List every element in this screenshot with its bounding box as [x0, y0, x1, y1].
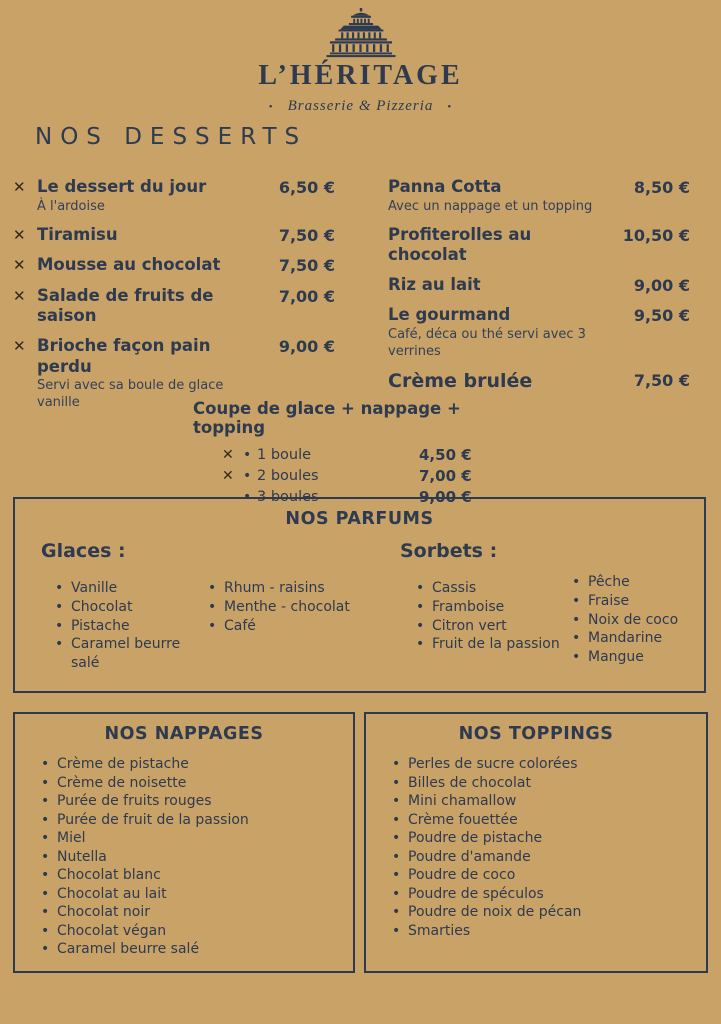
dessert-item	[388, 177, 690, 216]
dessert-item	[13, 177, 335, 216]
bullet-icon: •	[41, 793, 50, 809]
item-price: 7,50 €	[278, 256, 335, 276]
coupe-label: 3 boules	[257, 488, 319, 505]
bullet-icon: •	[572, 630, 581, 647]
flavor-item: • Vanille	[55, 580, 118, 596]
dessert-item	[388, 275, 690, 297]
crossed-cutlery-icon: ✕	[13, 225, 26, 244]
flavor-item: • Cassis	[416, 580, 477, 596]
item-description: Servi avec sa boule de glace vanille	[37, 378, 224, 411]
bullet-icon: •	[416, 580, 425, 596]
bullet-icon: •	[208, 580, 217, 596]
item-description: Café, déca ou thé servi avec 3 verrines	[388, 326, 586, 359]
flavor-item: • Pêche	[572, 574, 630, 590]
brand-name: L’HÉRITAGE	[258, 60, 463, 91]
flavor-item: • Pistache	[55, 617, 130, 634]
list-item: • Mini chamallow	[392, 793, 517, 809]
brand-tagline-text: Brasserie & Pizzeria	[287, 98, 434, 114]
list-item: • Miel	[41, 830, 86, 846]
flavor-item: • Rhum - raisins	[208, 580, 325, 596]
nappages-box	[13, 712, 355, 973]
flavor-item: • Mangue	[572, 649, 644, 666]
bullet-icon: •	[392, 885, 401, 902]
item-price: 9,50 €	[633, 306, 690, 326]
desserts-right-column	[388, 177, 690, 403]
flavor-item: • Fruit de la passion	[416, 636, 560, 653]
coupe-label: 2 boules	[257, 467, 319, 484]
bullet-icon: •	[41, 885, 50, 902]
pavilion-building-icon	[309, 8, 413, 58]
coupe-price: 7,00 €	[419, 466, 472, 485]
list-item: • Chocolat blanc	[41, 867, 161, 883]
list-item: • Poudre d'amande	[392, 848, 531, 865]
bullet-icon: •	[392, 848, 401, 865]
flavor-item: • Mandarine	[572, 630, 663, 647]
item-name: Brioche façon pain perdu	[37, 335, 211, 376]
list-item: • Poudre de noix de pécan	[392, 904, 582, 920]
bullet-icon: •	[41, 941, 50, 957]
list-item: • Poudre de pistache	[392, 830, 543, 846]
list-item: • Chocolat végan	[41, 922, 167, 939]
item-name: Profiterolles au chocolat	[388, 224, 532, 265]
list-item: • Caramel beurre salé	[41, 941, 200, 957]
bullet-icon: •	[243, 446, 252, 463]
sorbets-heading: Sorbets :	[400, 540, 498, 562]
nappages-title: NOS NAPPAGES	[104, 724, 264, 744]
bullet-icon: •	[55, 617, 64, 634]
flavor-item: • Framboise	[416, 598, 505, 615]
nappages-list	[15, 755, 353, 959]
item-description: À l'ardoise	[37, 198, 105, 214]
glaces-list-col2	[208, 579, 368, 635]
coupe-price: 9,00 €	[419, 487, 472, 506]
list-item: • Purée de fruits rouges	[41, 793, 212, 809]
brand-tagline	[0, 98, 721, 115]
item-price: 9,00 €	[633, 275, 690, 295]
flavor-item: • Noix de coco	[572, 611, 679, 628]
bullet-icon: •	[572, 611, 581, 628]
coupe-price: 4,50 €	[419, 445, 472, 464]
flavor-item: • Chocolat	[55, 598, 133, 615]
tagline-dot-icon: •	[268, 100, 274, 113]
item-description: Avec un nappage et un topping	[388, 198, 593, 214]
item-name: Le dessert du jour	[37, 177, 207, 196]
item-price: 10,50 €	[622, 225, 690, 245]
crossed-cutlery-icon: ✕	[13, 286, 26, 305]
bullet-icon: •	[392, 756, 401, 772]
list-item: • Crème de noisette	[41, 774, 187, 791]
bullet-icon: •	[392, 793, 401, 809]
dessert-item	[13, 255, 335, 277]
list-item: • Poudre de coco	[392, 867, 516, 883]
bullet-icon: •	[392, 830, 401, 846]
parfums-box	[13, 497, 706, 693]
flavor-item: • Menthe - chocolat	[208, 598, 350, 615]
item-name: Tiramisu	[37, 224, 118, 244]
list-item: • Crème de pistache	[41, 756, 189, 772]
item-price: 6,50 €	[278, 178, 335, 197]
bullet-icon: •	[243, 467, 252, 484]
crossed-cutlery-icon: ✕	[13, 178, 26, 196]
toppings-list	[366, 755, 706, 940]
crossed-cutlery-icon: ✕	[222, 467, 234, 484]
bullet-icon: •	[416, 636, 425, 653]
bullet-icon: •	[572, 574, 581, 590]
coupe-de-glace-section	[180, 399, 525, 507]
parfums-title: NOS PARFUMS	[285, 509, 434, 529]
list-item: • Chocolat noir	[41, 904, 150, 920]
item-price: 7,00 €	[278, 286, 335, 306]
bullet-icon: •	[41, 904, 50, 920]
bullet-icon: •	[41, 830, 50, 846]
bullet-icon: •	[392, 922, 401, 939]
sorbets-list-col2	[572, 573, 702, 667]
coupe-title: Coupe de glace + nappage + topping	[193, 399, 461, 437]
list-item: • Nutella	[41, 848, 107, 865]
crossed-cutlery-icon: ✕	[222, 446, 234, 463]
flavor-item: • Citron vert	[416, 617, 507, 634]
item-price: 8,50 €	[633, 178, 690, 197]
coupe-row	[180, 444, 525, 465]
toppings-box	[364, 712, 708, 973]
item-name: Le gourmand	[388, 305, 511, 325]
item-name: Crème brulée	[388, 369, 533, 392]
bullet-icon: •	[572, 592, 581, 609]
bullet-icon: •	[392, 811, 401, 828]
coupe-row	[180, 465, 525, 486]
dessert-item	[13, 286, 335, 327]
glaces-list-col1	[55, 579, 205, 673]
bullet-icon: •	[41, 756, 50, 772]
header	[0, 8, 721, 115]
bullet-icon: •	[392, 774, 401, 791]
dessert-item	[388, 225, 690, 266]
bullet-icon: •	[416, 598, 425, 615]
list-item: • Smarties	[392, 922, 471, 939]
crossed-cutlery-icon: ✕	[13, 256, 26, 275]
bullet-icon: •	[41, 867, 50, 883]
crossed-cutlery-icon: ✕	[13, 336, 26, 355]
bullet-icon: •	[41, 774, 50, 791]
item-price: 9,00 €	[278, 336, 335, 356]
list-item: • Purée de fruit de la passion	[41, 811, 249, 828]
item-name: Panna Cotta	[388, 177, 502, 196]
list-item: • Poudre de spéculos	[392, 885, 544, 902]
dessert-item	[13, 225, 335, 247]
list-item: • Billes de chocolat	[392, 774, 531, 791]
item-price: 7,50 €	[278, 225, 335, 245]
bullet-icon: •	[55, 580, 64, 596]
dessert-item	[388, 305, 690, 360]
flavor-item: • Café	[208, 617, 256, 634]
toppings-title: NOS TOPPINGS	[458, 724, 614, 744]
bullet-icon: •	[243, 488, 252, 505]
bullet-icon: •	[41, 848, 50, 865]
bullet-icon: •	[208, 617, 217, 634]
list-item: • Crème fouettée	[392, 811, 518, 828]
tagline-dot-icon: •	[447, 100, 453, 113]
coupe-label: 1 boule	[257, 446, 312, 463]
sorbets-list-col1	[416, 579, 576, 654]
item-name: Mousse au chocolat	[37, 255, 221, 275]
list-item: • Chocolat au lait	[41, 885, 167, 902]
dessert-item	[388, 370, 690, 394]
bullet-icon: •	[392, 867, 401, 883]
list-item: • Perles de sucre colorées	[392, 756, 578, 772]
desserts-left-column	[13, 177, 335, 421]
glaces-heading: Glaces :	[41, 540, 126, 562]
bullet-icon: •	[416, 617, 425, 634]
flavor-item: • Caramel beurre salé	[55, 636, 181, 672]
item-name: Riz au lait	[388, 274, 481, 294]
flavor-item: • Fraise	[572, 592, 630, 609]
item-price: 7,50 €	[633, 370, 690, 390]
bullet-icon: •	[55, 636, 64, 653]
bullet-icon: •	[572, 649, 581, 666]
bullet-icon: •	[41, 811, 50, 828]
bullet-icon: •	[41, 922, 50, 939]
menu-title: NOS DESSERTS	[35, 124, 308, 150]
bullet-icon: •	[392, 904, 401, 920]
bullet-icon: •	[55, 598, 64, 615]
item-name: Salade de fruits de saison	[37, 285, 214, 326]
bullet-icon: •	[208, 598, 217, 615]
